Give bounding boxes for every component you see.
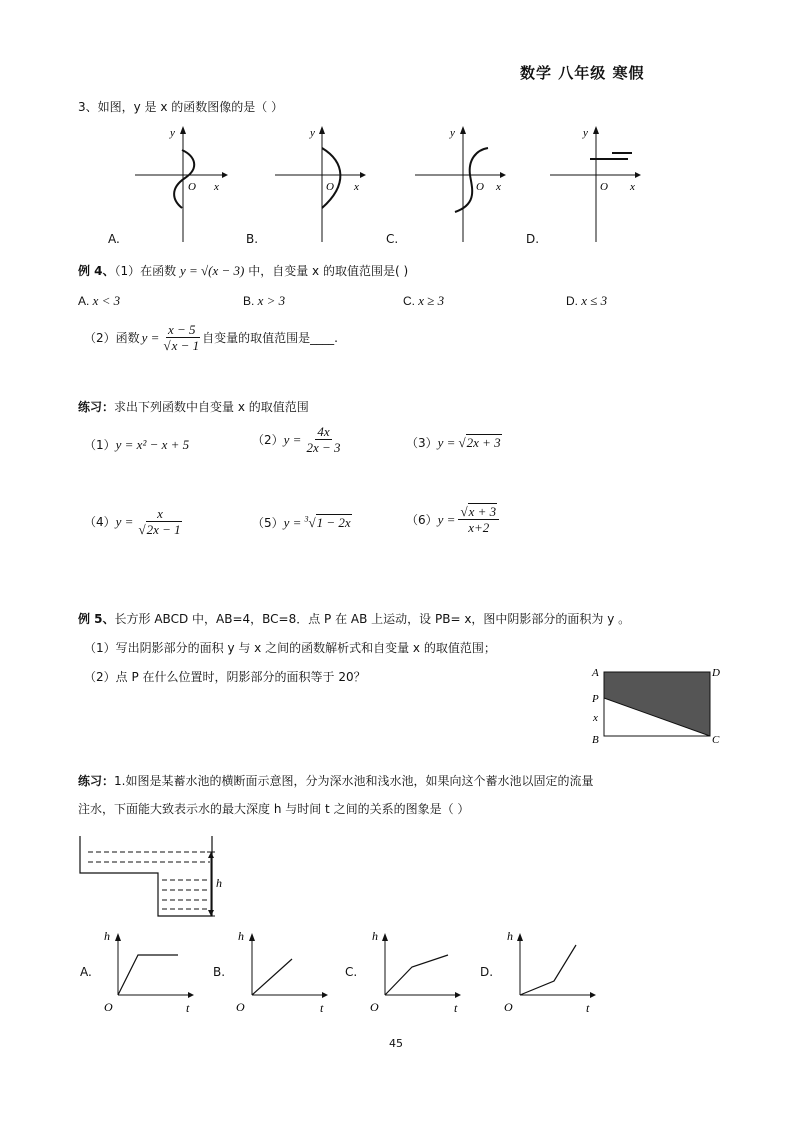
practice2-graphs: [70, 925, 610, 1020]
svg-text:y: y: [170, 127, 175, 139]
svg-text:h: h: [372, 929, 378, 943]
svg-text:x: x: [496, 181, 501, 193]
svg-text:O: O: [326, 181, 334, 193]
reservoir-cross-section: [70, 828, 240, 923]
svg-text:h: h: [216, 876, 222, 890]
q3-graph-c: [415, 126, 506, 242]
practice1-prompt: 练习：求出下列函数中自变量 x 的取值范围: [78, 400, 309, 414]
practice2-line1: 练习：1.如图是某蓄水池的横断面示意图，分为深水池和浅水池，如果向这个蓄水池以固定的流量: [78, 774, 594, 788]
svg-text:t: t: [320, 1001, 324, 1015]
ex4-func: y = √(x − 3): [180, 263, 245, 278]
practice1-item-2: （2） y = $\frac{4x}{2x - 3}$: [252, 424, 341, 455]
ex4-part1: 例 4、（1）在函数 y = √(x − 3) 中，自变量 x 的取值范围是( ): [78, 263, 409, 278]
ex4-part2: （2）函数 y = $\frac{x - 5}{√x - 1}$ 自变量的取值范围是____.: [84, 322, 338, 353]
practice1-item-5: （5）y = $^3$√1 − 2x: [252, 514, 351, 530]
svg-text:x: x: [214, 181, 219, 193]
svg-text:O: O: [104, 1000, 113, 1014]
svg-text:h: h: [238, 929, 244, 943]
practice2-graph-c: [370, 929, 461, 1015]
practice2-option-c: C.: [345, 965, 358, 979]
q3-option-c: C.: [386, 232, 399, 246]
svg-text:t: t: [454, 1001, 458, 1015]
practice2-option-a: A.: [80, 965, 92, 979]
ex4-option-a: A. x < 3: [78, 293, 121, 308]
q3-option-d: D.: [526, 232, 540, 246]
q3-graph-d: [550, 126, 641, 242]
svg-text:y: y: [450, 127, 455, 139]
ex4-option-d: D. x ≤ 3: [566, 293, 608, 308]
svg-text:B: B: [592, 734, 599, 746]
svg-text:y: y: [583, 127, 588, 139]
practice2-graph-b: [236, 929, 328, 1015]
svg-text:O: O: [476, 181, 484, 193]
svg-text:O: O: [370, 1000, 379, 1014]
practice1-item-4: （4） y = $\frac{x}{√2x - 1}$: [84, 506, 181, 537]
practice1-item-3: （3）y = √2x + 3: [406, 435, 501, 450]
practice2-option-d: D.: [480, 965, 494, 979]
practice2-graph-d: [504, 929, 596, 1015]
svg-text:x: x: [354, 181, 359, 193]
svg-text:x: x: [630, 181, 635, 193]
svg-text:O: O: [188, 181, 196, 193]
ex4-option-c: C. x ≥ 3: [403, 293, 445, 308]
ex5-rectangle-figure: [588, 662, 728, 752]
practice2-option-b: B.: [213, 965, 226, 979]
q3-graph-b: [275, 126, 366, 242]
svg-text:C: C: [712, 734, 720, 746]
svg-text:O: O: [236, 1000, 245, 1014]
practice1-item-1: （1）y = x² − x + 5: [84, 437, 190, 452]
svg-text:y: y: [310, 127, 315, 139]
q3-graph-a: [135, 126, 228, 242]
svg-text:D: D: [712, 667, 720, 679]
svg-text:x: x: [593, 712, 598, 724]
svg-text:P: P: [592, 693, 599, 705]
q3-prompt: 3、如图，y 是 x 的函数图像的是（ ）: [78, 100, 284, 114]
practice2-line2: 注水，下面能大致表示水的最大深度 h 与时间 t 之间的关系的图象是（ ）: [78, 802, 470, 816]
practice2-graph-a: [104, 929, 194, 1015]
svg-text:t: t: [586, 1001, 590, 1015]
practice1-item-6: （6） y = $\frac{√x + 3}{x+2}$: [406, 504, 499, 535]
q3-option-a: A.: [108, 232, 120, 246]
svg-text:A: A: [592, 667, 599, 679]
ex4-label: 例 4、: [78, 264, 115, 278]
q3-option-b: B.: [246, 232, 259, 246]
svg-text:t: t: [186, 1001, 190, 1015]
page-header: 数学 八年级 寒假: [520, 64, 645, 82]
svg-text:h: h: [507, 929, 513, 943]
svg-text:O: O: [600, 181, 608, 193]
page-number: 45: [389, 1037, 403, 1050]
ex5-part1: （1）写出阴影部分的面积 y 与 x 之间的函数解析式和自变量 x 的取值范围；: [84, 641, 496, 655]
q3-graphs: [0, 120, 794, 250]
svg-text:O: O: [504, 1000, 513, 1014]
ex4-option-b: B. x > 3: [243, 293, 286, 308]
svg-text:h: h: [104, 929, 110, 943]
ex5-text: 例 5、长方形 ABCD 中，AB=4，BC=8．点 P 在 AB 上运动，设 PB= x，图中阴影部分的面积为 y 。: [78, 612, 631, 626]
ex5-part2: （2）点 P 在什么位置时，阴影部分的面积等于 20？: [84, 670, 366, 684]
